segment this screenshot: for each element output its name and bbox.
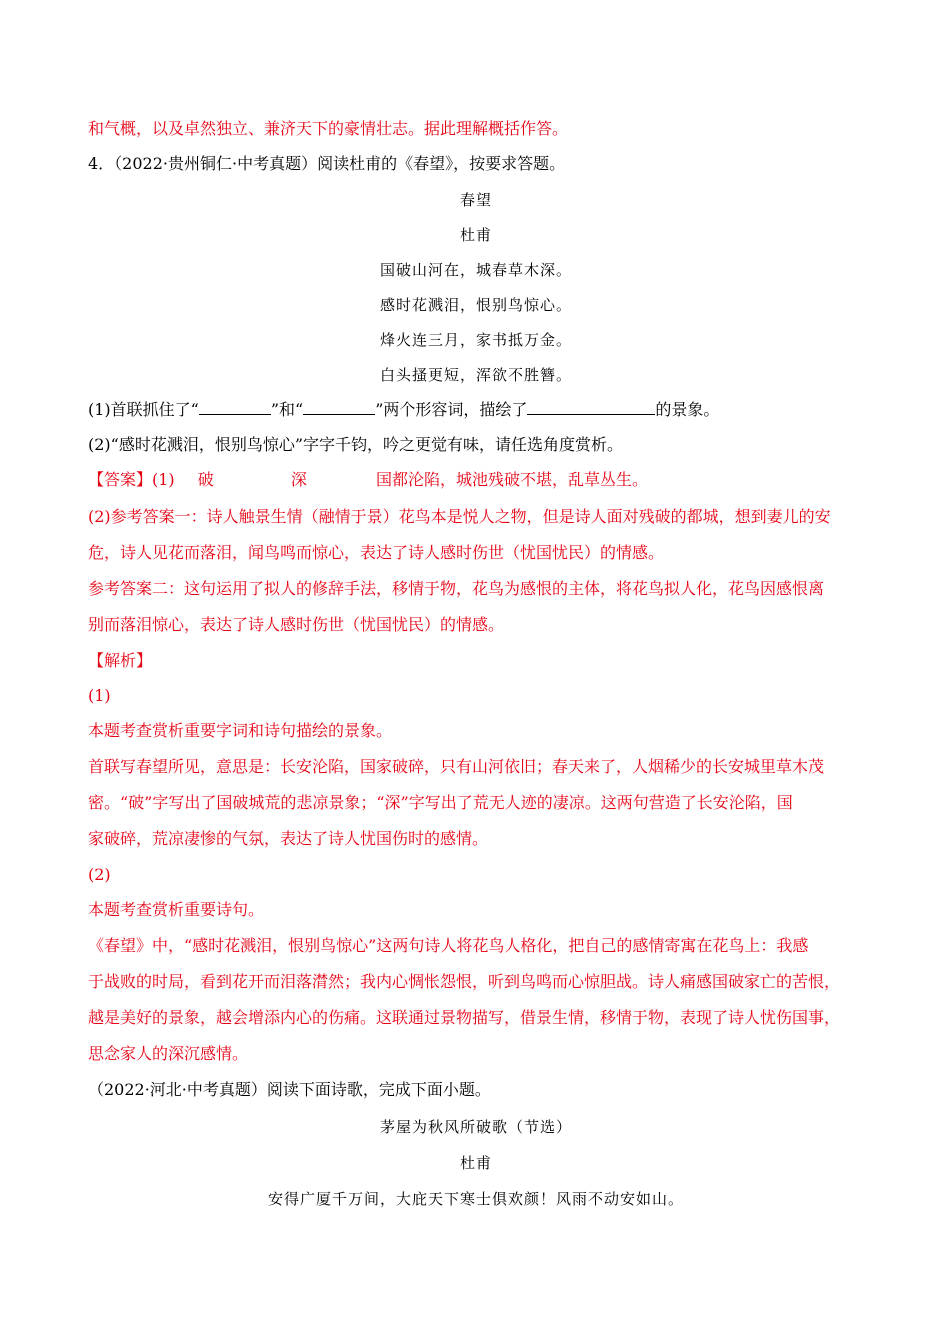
analysis-continuation: 和气概，以及卓然独立、兼济天下的豪情壮志。据此理解概括作答。: [88, 119, 569, 138]
answer-blank[interactable]: [527, 400, 655, 415]
sub-question-2: (2)“感时花溅泪，恨别鸟惊心”字字千钧，吟之更觉有味，请任选角度赏析。: [88, 435, 624, 454]
answer-2-ref1-line-2: 危，诗人见花而落泪，闻鸟鸣而惊心，表达了诗人感时伤世（忧国忧民）的情感。: [88, 543, 665, 562]
analysis-part-1-line-3: 密。“破”字写出了国破城荒的悲凉景象；“深”字写出了荒无人迹的凄凉。这两句营造了长安沦陷，国: [88, 793, 793, 812]
analysis-part-1-label: (1): [88, 686, 111, 705]
sub-question-1: [88, 400, 864, 420]
sub-question-1-text-c: ”两个形容词，描绘了: [375, 400, 528, 419]
poem-author: 杜甫: [459, 226, 492, 244]
analysis-part-2-line-5: 思念家人的深沉感情。: [88, 1044, 249, 1063]
analysis-part-1-line-1: 本题考查赏析重要字词和诗句描绘的景象。: [88, 721, 393, 740]
answer-scene: 国都沦陷，城池残破不堪，乱草丛生。: [375, 470, 648, 489]
question-5-prompt: （2022·河北·中考真题）阅读下面诗歌，完成下面小题。: [88, 1080, 491, 1099]
analysis-part-1-line-2: 首联写春望所见，意思是：长安沦陷，国家破碎，只有山河依旧；春天来了，人烟稀少的长安城里草木茂: [88, 757, 825, 776]
poem-line-1: 国破山河在，城春草木深。: [379, 261, 572, 279]
question-4-prompt: 4．（2022·贵州铜仁·中考真题）阅读杜甫的《春望》，按要求答题。: [88, 154, 566, 173]
poem-2-title: 茅屋为秋风所破歌（节选）: [379, 1118, 572, 1136]
poem-2-author: 杜甫: [459, 1154, 492, 1172]
answer-2-ref1-line-1: (2)参考答案一：诗人触景生情（融情于景）花鸟本是悦人之物，但是诗人面对残破的都城，想到妻儿的安: [88, 507, 831, 526]
analysis-part-1-line-4: 家破碎，荒凉凄惨的气氛，表达了诗人忧国伤时的感情。: [88, 829, 489, 848]
poem-title: 春望: [459, 191, 492, 209]
answer-word-1: 破: [197, 470, 214, 489]
analysis-part-2-line-1: 本题考查赏析重要诗句。: [88, 900, 265, 919]
answer-line-1: [88, 470, 864, 490]
sub-question-1-text-a: (1)首联抓住了“: [88, 400, 199, 419]
answer-label: 【答案】(1): [88, 470, 175, 489]
analysis-part-2-line-2: 《春望》中，“感时花溅泪，恨别鸟惊心”这两句诗人将花鸟人格化，把自己的感情寄寓在花鸟上：我感: [88, 936, 809, 955]
analysis-part-2-label: (2): [88, 865, 111, 884]
poem-2-line-1: 安得广厦千万间，大庇天下寒士俱欢颜！风雨不动安如山。: [267, 1190, 684, 1208]
answer-blank[interactable]: [303, 400, 375, 415]
sub-question-1-text-b: ”和“: [270, 400, 304, 419]
poem-line-4: 白头搔更短，浑欲不胜簪。: [379, 366, 572, 384]
sub-question-1-text-d: 的景象。: [655, 400, 720, 419]
answer-2-ref2-line-2: 别而落泪惊心，表达了诗人感时伤世（忧国忧民）的情感。: [88, 615, 505, 634]
answer-2-ref2-line-1: 参考答案二：这句运用了拟人的修辞手法，移情于物，花鸟为感恨的主体，将花鸟拟人化，花鸟因感恨离: [88, 579, 825, 598]
answer-blank[interactable]: [199, 400, 271, 415]
analysis-part-2-line-3: 于战败的时局，看到花开而泪落潸然；我内心惆怅怨恨，听到鸟鸣而心惊胆战。诗人痛感国破家亡的苦恨，: [88, 972, 841, 991]
answer-word-2: 深: [290, 470, 307, 489]
analysis-label: 【解析】: [88, 651, 153, 670]
analysis-part-2-line-4: 越是美好的景象，越会增添内心的伤痛。这联通过景物描写，借景生情，移情于物，表现了诗人忧伤国事，: [88, 1008, 841, 1027]
poem-line-2: 感时花溅泪，恨别鸟惊心。: [379, 296, 572, 314]
poem-line-3: 烽火连三月，家书抵万金。: [379, 331, 572, 349]
